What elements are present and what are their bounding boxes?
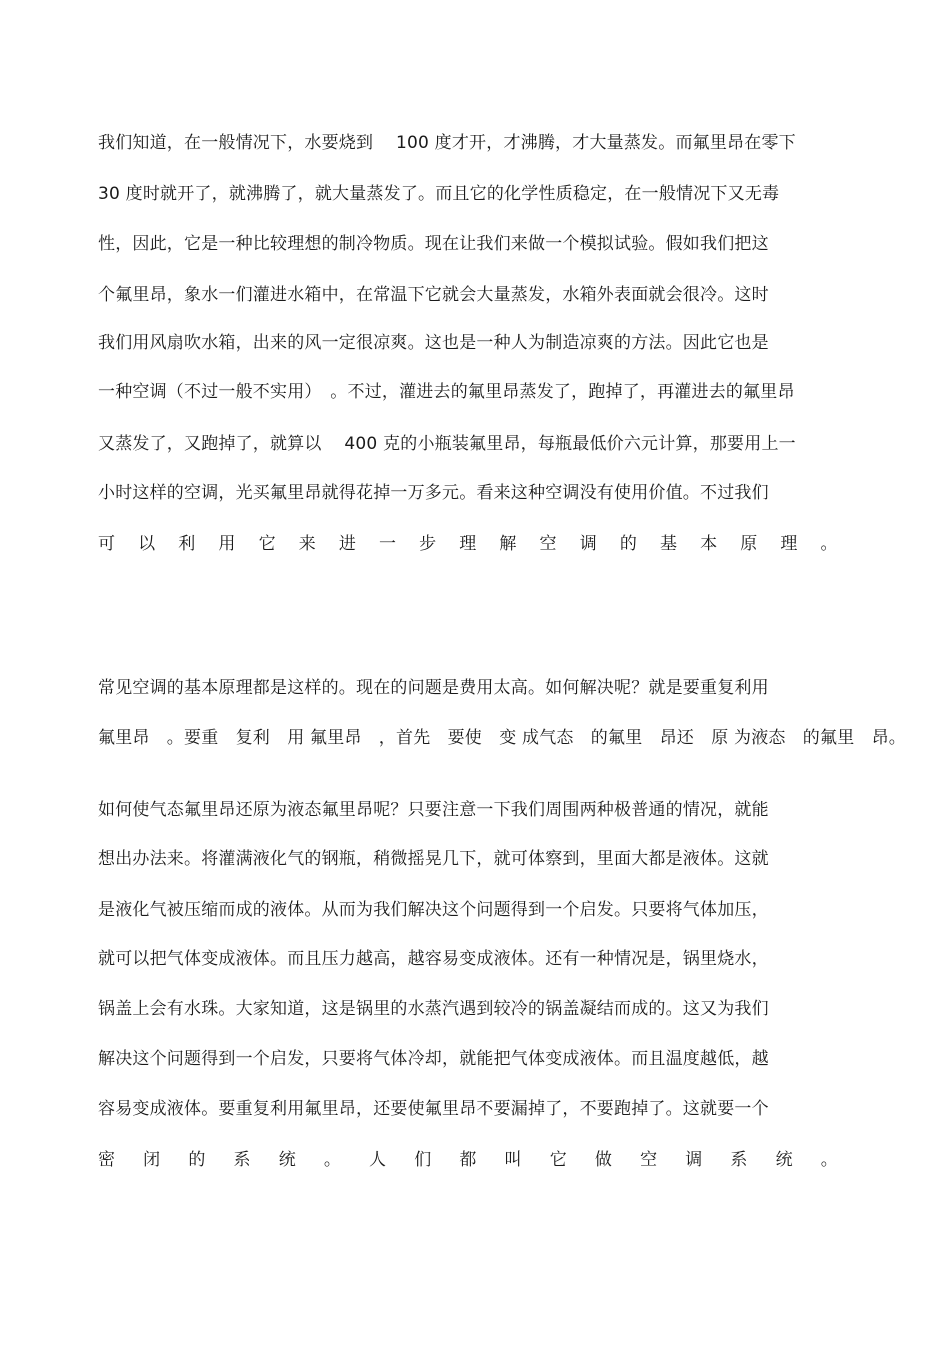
char: 可 <box>98 534 116 554</box>
char: 调 <box>685 1150 703 1170</box>
char: 的 <box>188 1150 206 1170</box>
paragraph-2-line-2: 氟里昂 。要重 复利 用 氟里昂 ，首先 要使 变 成气态 的氟里 昂还 原 为液态 的氟里 昂。 <box>98 728 907 748</box>
paragraph-3-line-4: 就可以把气体变成液体。而且压力越高，越容易变成液体。还有一种情况是，锅里烧水， <box>98 949 769 969</box>
char: 做 <box>594 1150 613 1170</box>
char: 系 <box>730 1150 748 1170</box>
char: 密 <box>98 1150 116 1170</box>
char: 们 <box>414 1150 432 1170</box>
char: 的 <box>619 534 638 554</box>
char: 它 <box>549 1150 567 1170</box>
paragraph-1-line-3: 性，因此，它是一种比较理想的制冷物质。现在让我们来做一个模拟试验。假如我们把这 <box>98 234 769 254</box>
char: 以 <box>138 534 156 554</box>
char: 空 <box>539 534 557 554</box>
paragraph-1-line-8: 小时这样的空调，光买氟里昂就得花掉一万多元。看来这种空调没有使用价值。不过我们 <box>98 483 769 503</box>
char: 闭 <box>143 1150 161 1170</box>
char: 基 <box>659 534 678 554</box>
char: 理 <box>780 534 798 554</box>
char: 利 <box>178 534 196 554</box>
char: 都 <box>459 1150 477 1170</box>
char: 。 <box>323 1150 342 1170</box>
char: 统 <box>278 1150 296 1170</box>
paragraph-1-line-1: 我们知道，在一般情况下，水要烧到 100 度才开，才沸腾，才大量蒸发。而氟里昂在零下 <box>98 133 796 153</box>
char: 叫 <box>504 1150 522 1170</box>
char: 空 <box>640 1150 658 1170</box>
paragraph-1-line-7: 又蒸发了，又跑掉了，就算以 400 克的小瓶装氟里昂，每瓶最低价六元计算，那要用上一 <box>98 434 796 454</box>
paragraph-1-line-5: 我们用风扇吹水箱，出来的风一定很凉爽。这也是一种人为制造凉爽的方法。因此它也是 <box>98 333 769 353</box>
char: 步 <box>419 534 437 554</box>
paragraph-2-line-1: 常见空调的基本原理都是这样的。现在的问题是费用太高。如何解决呢？就是要重复利用 <box>98 678 769 698</box>
char: 解 <box>499 534 517 554</box>
paragraph-3-line-5: 锅盖上会有水珠。大家知道，这是锅里的水蒸汽遇到较冷的锅盖凝结而成的。这又为我们 <box>98 999 769 1019</box>
char: 人 <box>369 1150 387 1170</box>
char: 统 <box>775 1150 793 1170</box>
paragraph-1-spread-line <box>98 533 838 555</box>
paragraph-3-line-6: 解决这个问题得到一个启发，只要将气体冷却，就能把气体变成液体。而且温度越低，越 <box>98 1049 769 1069</box>
char: 。 <box>820 1150 838 1170</box>
char: 本 <box>700 534 718 554</box>
paragraph-3-line-7: 容易变成液体。要重复利用氟里昂，还要使氟里昂不要漏掉了，不要跑掉了。这就要一个 <box>98 1099 769 1119</box>
paragraph-3-line-3: 是液化气被压缩而成的液体。从而为我们解决这个问题得到一个启发。只要将气体加压， <box>98 900 769 920</box>
char: 调 <box>579 534 597 554</box>
paragraph-3-line-1: 如何使气态氟里昂还原为液态氟里昂呢？只要注意一下我们周围两种极普通的情况，就能 <box>98 800 769 820</box>
paragraph-3-line-2: 想出办法来。将灌满液化气的钢瓶，稍微摇晃几下，就可体察到，里面大都是液体。这就 <box>98 849 769 869</box>
char: 原 <box>740 534 758 554</box>
char: 系 <box>233 1150 251 1170</box>
char: 理 <box>459 534 477 554</box>
char: 来 <box>298 534 316 554</box>
paragraph-1-line-2: 30 度时就开了，就沸腾了，就大量蒸发了。而且它的化学性质稳定，在一般情况下又无毒 <box>98 184 780 204</box>
char: 它 <box>258 534 276 554</box>
paragraph-1-line-6: 一种空调（不过一般不实用） 。不过，灌进去的氟里昂蒸发了，跑掉了，再灌进去的氟里昂 <box>98 382 795 402</box>
paragraph-1-line-4: 个氟里昂，象水一们灌进水箱中，在常温下它就会大量蒸发，水箱外表面就会很冷。这时 <box>98 285 769 305</box>
paragraph-3-spread-line <box>98 1149 838 1171</box>
char: 进 <box>338 534 357 554</box>
char: 一 <box>378 534 397 554</box>
char: 。 <box>820 534 838 554</box>
char: 用 <box>218 534 236 554</box>
